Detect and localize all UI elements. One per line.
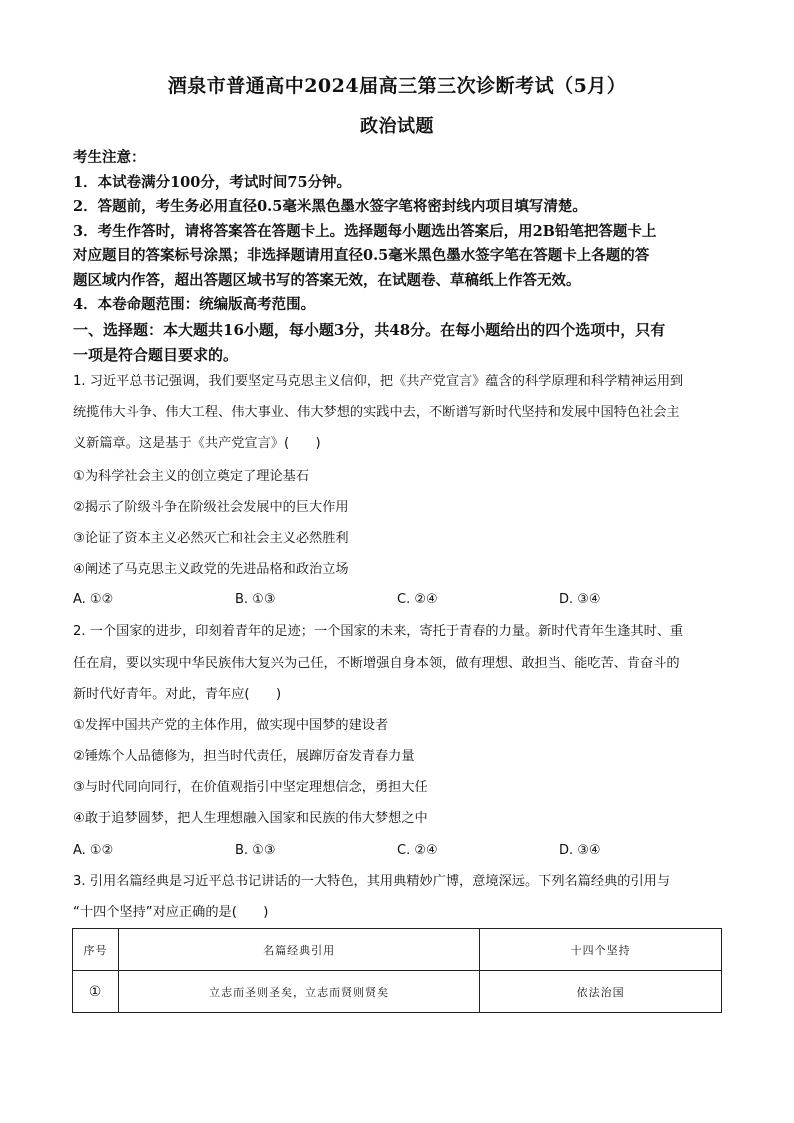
section-heading: 一项是符合题目要求的。 <box>73 346 239 364</box>
subject-title: 政治试题 <box>360 116 434 137</box>
table-cell: ① <box>73 971 119 1013</box>
section-heading: 一、选择题：本大题共16小题，每小题3分，共48分。在每小题给出的四个选项中，只有 <box>73 321 666 339</box>
q3-stem: 3. 引用名篇经典是习近平总书记讲话的一大特色，其用典精妙广博，意境深远。下列名篇经典的引用与 <box>73 874 671 889</box>
q2-option-c: C. ②④ <box>397 843 438 858</box>
q2-stem: 新时代好青年。对此，青年应( ) <box>73 687 282 702</box>
table-cell: 立志而圣则圣矣，立志而贤则贤矣 <box>118 971 479 1013</box>
q2-item: ③与时代同向同行，在价值观指引中坚定理想信念，勇担大任 <box>73 780 428 795</box>
table-row <box>73 971 722 1013</box>
q1-item: ③论证了资本主义必然灭亡和社会主义必然胜利 <box>73 531 349 546</box>
notice-heading: 考生注意： <box>73 149 146 166</box>
notice-line: 3．考生作答时，请将答案答在答题卡上。选择题每小题选出答案后，用2B铅笔把答题卡上 <box>73 223 657 240</box>
q1-item: ①为科学社会主义的创立奠定了理论基石 <box>73 469 310 484</box>
q2-option-d: D. ③④ <box>559 843 601 858</box>
table-header-cell: 十四个坚持 <box>480 929 722 971</box>
q2-item: ④敢于追梦圆梦，把人生理想融入国家和民族的伟大梦想之中 <box>73 811 428 826</box>
table-cell: 依法治国 <box>480 971 722 1013</box>
notice-line: 2．答题前，考生务必用直径0.5毫米黑色墨水签字笔将密封线内项目填写清楚。 <box>73 198 587 215</box>
q1-stem: 统揽伟大斗争、伟大工程、伟大事业、伟大梦想的实践中去，不断谱写新时代坚持和发展中国特色社会主 <box>73 405 680 420</box>
notice-line: 题区域内作答，超出答题区域书写的答案无效，在试题卷、草稿纸上作答无效。 <box>73 272 581 289</box>
notice-line: 对应题目的答案标号涂黑；非选择题请用直径0.5毫米黑色墨水签字笔在答题卡上各题的答 <box>73 247 650 264</box>
q1-item: ④阐述了马克思主义政党的先进品格和政治立场 <box>73 562 349 577</box>
q1-option-b: B. ①③ <box>235 592 276 607</box>
q1-stem: 义新篇章。这是基于《共产党宣言》( ) <box>73 436 321 451</box>
notice-line: 1．本试卷满分100分，考试时间75分钟。 <box>73 174 352 191</box>
q2-item: ①发挥中国共产党的主体作用，做实现中国梦的建设者 <box>73 718 389 733</box>
table-header-cell: 序号 <box>73 929 119 971</box>
q2-option-a: A. ①② <box>73 843 114 858</box>
q2-item: ②锤炼个人品德修为，担当时代责任，展蹿厉奋发青春力量 <box>73 749 415 764</box>
q3-stem: “十四个坚持”对应正确的是( ) <box>73 905 269 920</box>
table-header-row <box>73 929 722 971</box>
q1-item: ②揭示了阶级斗争在阶级社会发展中的巨大作用 <box>73 500 349 515</box>
q1-option-a: A. ①② <box>73 592 114 607</box>
notice-line: 4．本卷命题范围：统编版高考范围。 <box>73 296 316 313</box>
exam-title: 酒泉市普通高中2024届高三第三次诊断考试（5月） <box>167 75 627 97</box>
q1-option-d: D. ③④ <box>559 592 601 607</box>
q3-table <box>72 928 722 1013</box>
q2-option-b: B. ①③ <box>235 843 276 858</box>
table-header-cell: 名篇经典引用 <box>118 929 479 971</box>
q1-stem: 1. 习近平总书记强调，我们要坚定马克思主义信仰，把《共产党宣言》蕴含的科学原理和科学精神运用到 <box>73 374 684 389</box>
q2-stem: 2. 一个国家的进步，印刻着青年的足迹；一个国家的未来，寄托于青春的力量。新时代青年生逢其时、重 <box>73 624 684 639</box>
q1-option-c: C. ②④ <box>397 592 438 607</box>
q2-stem: 任在肩，要以实现中华民族伟大复兴为己任，不断增强自身本领，做有理想、敢担当、能吃苦、肯奋斗的 <box>73 656 680 671</box>
